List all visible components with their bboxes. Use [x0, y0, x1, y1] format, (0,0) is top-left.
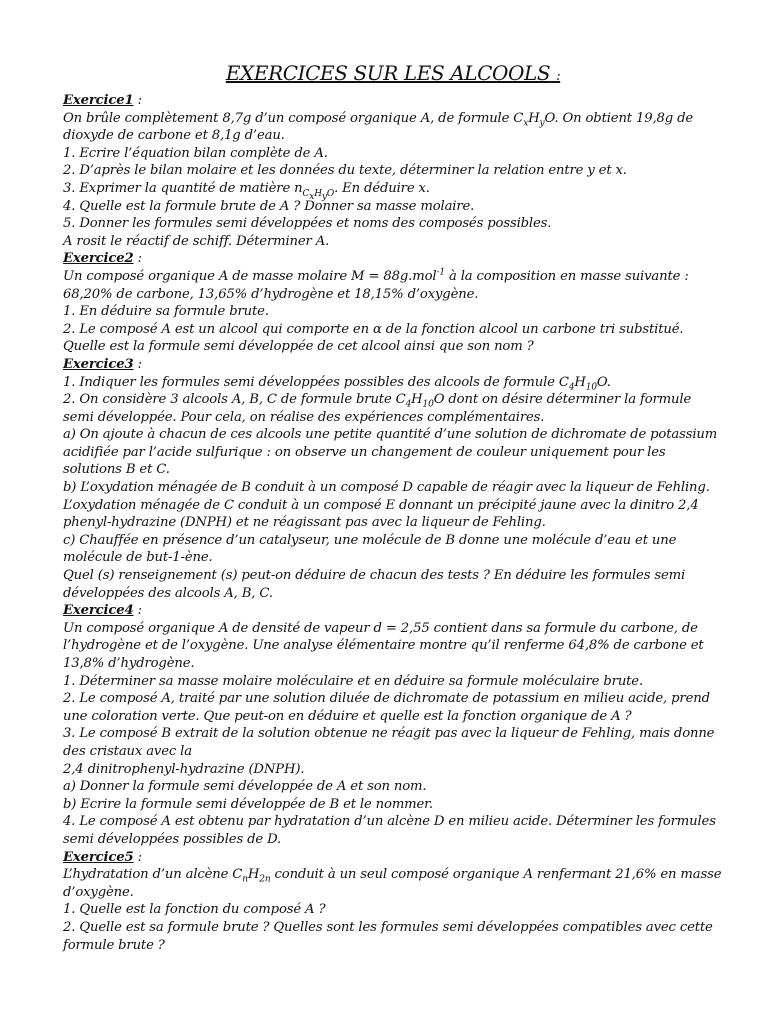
- exercise-title: Exercice3: [63, 356, 134, 372]
- page-title: [63, 60, 723, 90]
- exercise-text: Quel (s) renseignement (s) peut-on déduire de chacun des tests ? En déduire les formules semi développées des alcools A, B, C.: [63, 568, 686, 601]
- exercise-text: b) Ecrire la formule semi développée de B et le nommer.: [63, 796, 433, 812]
- exercise-text: 2. Quelle est sa formule brute ? Quelles sont les formules semi développées compatibles avec cette formule brute ?: [63, 919, 713, 953]
- exercise-text: 3. Le composé B extrait de la solution obtenue ne réagit pas avec la liqueur de Fehling, mais donne des cristaux avec la: [63, 726, 715, 759]
- exercise-heading: [63, 849, 723, 867]
- exercise-text: L’oxydation ménagée de C conduit à un composé E donnant un précipité jaune avec la dinitro 2,4 phenyl-hydrazine (DNPH) et ne réagissant pas avec la liqueur de Fehling.: [63, 497, 699, 531]
- exercise-heading: [63, 250, 723, 268]
- exercise-title: Exercice4: [63, 603, 134, 619]
- exercise-colon: :: [133, 849, 142, 865]
- exercise-text: 1. Quelle est la fonction du composé A ?: [63, 902, 326, 918]
- exercise-list: [63, 92, 723, 954]
- exercise-title: Exercice2: [63, 251, 134, 267]
- exercise-title: Exercice5: [63, 849, 134, 865]
- exercise-heading: [63, 356, 723, 374]
- exercise-text: 2. On considère 3 alcools A, B, C de formule brute $C_4H_{10}O$ dont on désire déterminer la formule semi développée. Pour cela, on réalise des expériences complémentaires.: [63, 392, 692, 425]
- exercise-text: 2,4 dinitrophenyl-hydrazine (DNPH).: [63, 761, 305, 777]
- exercise-heading: [63, 602, 723, 620]
- exercise-colon: :: [133, 251, 142, 267]
- exercise-text: Un composé organique A de densité de vapeur d = 2,55 contient dans sa formule du carbone, de l’hydrogène et de l’oxygène. Une analyse élémentaire montre qu’il renferme 64,8% de carbone et 13,8% d’hydrogène.: [63, 620, 704, 671]
- exercise-text: 1. Ecrire l’équation bilan complète de A.: [63, 145, 328, 161]
- exercise-colon: :: [133, 603, 142, 619]
- exercise-text: 1. Indiquer les formules semi développées possibles des alcools de formule $C_4H_{10}O$.: [63, 374, 611, 393]
- exercise-text: a) On ajoute à chacun de ces alcools une petite quantité d’une solution de dichromate de potassium acidifiée par l’acide sulfurique : on observe un changement de couleur uniquement pour les solutions B et C.: [63, 427, 718, 478]
- exercise-text: On brûle complètement 8,7g d’un composé organique A, de formule $C_xH_yO$. On obtient 19,8g de dioxyde de carbone et 8,1g d’eau.: [63, 110, 694, 144]
- exercise-text: 2. Le composé A est un alcool qui comporte en α de la fonction alcool un carbone tri substitué. Quelle est la formule semi développée de cet alcool ainsi que son nom ?: [63, 321, 684, 355]
- exercise-title: Exercice1: [63, 93, 134, 108]
- exercise-heading: [63, 92, 723, 110]
- document-page: [63, 60, 723, 954]
- exercise-text: 1. Déterminer sa masse molaire moléculaire et en déduire sa formule moléculaire brute.: [63, 673, 644, 689]
- exercise-text: 2. Le composé A, traité par une solution diluée de dichromate de potassium en milieu acide, prend une coloration verte. Que peut-on en déduire et quelle est la fonction organique de A ?: [63, 691, 710, 724]
- title-text: EXERCICES SUR LES ALCOOLS: [225, 61, 551, 85]
- exercise-text: c) Chauffée en présence d’un catalyseur, une molécule de B donne une molécule d’eau et une molécule de but-1-ène.: [63, 532, 677, 566]
- exercise-text: b) L’oxydation ménagée de B conduit à un composé D capable de réagir avec la liqueur de Fehling.: [63, 480, 710, 496]
- exercise-colon: :: [133, 356, 142, 372]
- exercise-text: a) Donner la formule semi développée de A et son nom.: [63, 779, 427, 795]
- exercise-text: 2. D’après le bilan molaire et les données du texte, déterminer la relation entre y et x.: [63, 163, 627, 179]
- exercise-text: 4. Quelle est la formule brute de A ? Donner sa masse molaire.: [63, 198, 475, 214]
- exercise-text: 5. Donner les formules semi développées et noms des composés possibles.: [63, 216, 552, 232]
- exercise-text: 3. Exprimer la quantité de matière $n_{C_xH_yO}$. En déduire x.: [63, 180, 430, 202]
- exercise-text: Un composé organique A de masse molaire M = 88g.mol$^{-1}$ à la composition en masse suivante : 68,20% de carbone, 13,65% d’hydrogène et 18,15% d’oxygène.: [63, 267, 689, 302]
- exercise-text: L’hydratation d’un alcène $C_nH_{2n}$ conduit à un seul composé organique A renfermant 21,6% en masse d’oxygène.: [63, 867, 722, 900]
- exercise-text: 1. En déduire sa formule brute.: [63, 304, 269, 320]
- exercise-colon: :: [133, 93, 142, 108]
- exercise-text: A rosit le réactif de schiff. Déterminer A.: [63, 233, 330, 249]
- title-colon: :: [556, 69, 561, 84]
- exercise-text: 4. Le composé A est obtenu par hydratation d’un alcène D en milieu acide. Déterminer les formules semi développées possibles de D.: [63, 814, 716, 847]
